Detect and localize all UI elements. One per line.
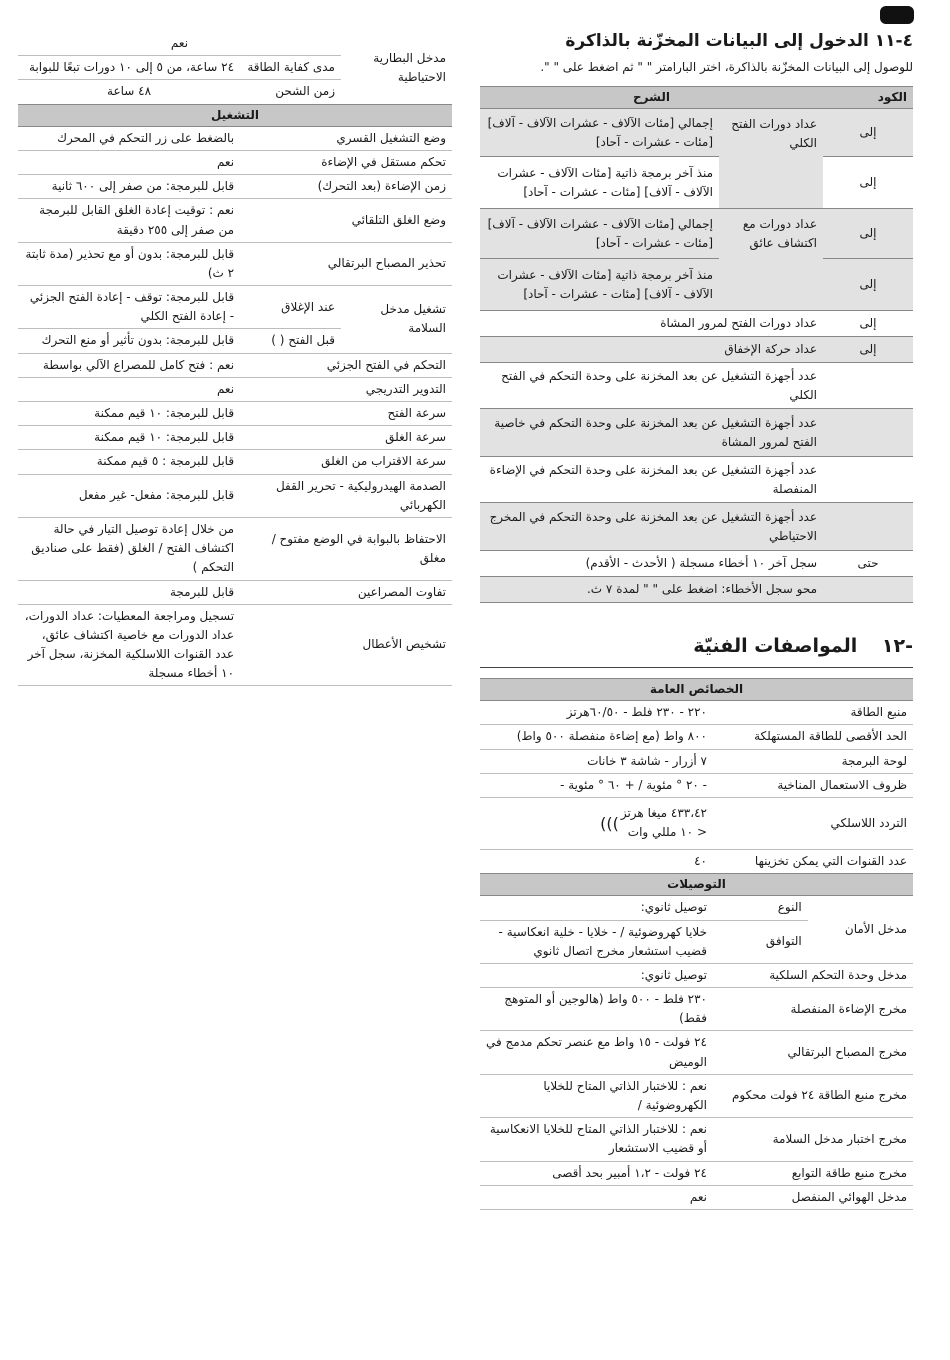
safety-before-open-label: قبل الفتح ( ) (271, 333, 335, 348)
table-row (480, 849, 913, 873)
table-row (18, 402, 452, 426)
battery-charge-label: زمن الشحن (275, 84, 335, 99)
radio-power-value: < ١٠ مللي وات (627, 825, 707, 840)
code-cell: إلى (823, 311, 913, 337)
spec-value: - ٢٠ ° مئوية / + ٦٠ ° مئوية - (560, 777, 707, 792)
spec-value: نعم : للاختبار الذاتي المتاح للخلايا الكهروضوئية / (543, 1078, 707, 1112)
spec-value: ٢٤ فولت - ١،٢ أمبير بحد أقصى (552, 1165, 707, 1180)
table-row (480, 209, 913, 259)
row-value: نعم : توقيت إعادة الغلق القابل للبرمجة من صفر إلى ٢٥٥ دقيقة (39, 203, 235, 237)
battery-label: مدخل البطارية الاحتياطية (373, 50, 446, 84)
row-label: تحكم مستقل في الإضاءة (321, 154, 446, 169)
spec-label: التردد اللاسلكي (830, 815, 907, 830)
table-row (480, 1118, 913, 1161)
row-label: سرعة الغلق (385, 430, 446, 445)
spec-label: مخرج منبع الطاقة ٢٤ فولت محكوم (731, 1088, 907, 1103)
code-cell: إلى (823, 157, 913, 209)
spec-value: نعم (689, 1189, 707, 1204)
code-cell: إلى (823, 337, 913, 363)
row-label: سرعة الفتح (387, 406, 446, 420)
table-row (18, 242, 452, 285)
row-value: بالضغط على زر التحكم في المحرك (57, 130, 235, 145)
row-value: نعم (216, 381, 235, 396)
table-row (480, 1074, 913, 1117)
table-row (18, 426, 452, 450)
table-row (480, 409, 913, 457)
spec-label: الحد الأقصى للطاقة المستهلكة (754, 729, 907, 744)
row-label: الصدمة الهيدروليكية - تحرير القفل الكهربائي (275, 478, 446, 512)
desc-cell: إجمالي [مئات الآلاف - عشرات الآلاف - آلاف] [مئات - عشرات - آحاد] (480, 109, 719, 157)
row-label: وضع الغلق التلقائي (351, 212, 446, 227)
table-row (480, 457, 913, 503)
spec-value: ٢٣٠ فلط - ٥٠٠ واط (هالوجين أو المتوهج فقط) (504, 992, 707, 1026)
row-value: من خلال إعادة توصيل التيار في حالة اكتشاف الفتح / الغلق (فقط على صناديق التحكم ) (31, 521, 235, 575)
section-11-intro: للوصول إلى البيانات المخزّنة بالذاكرة، اختر البارامتر " " ثم اضغط على " ". (540, 60, 913, 74)
row-label: تشخيص الأعطال (362, 637, 446, 652)
general-header: الخصائص العامة (480, 679, 913, 701)
row-label: الاحتفاظ بالبوابة في الوضع مفتوح / مغلق (271, 531, 446, 565)
col-code-header: الكود (823, 87, 913, 109)
battery-charge-value: ٤٨ ساعة (107, 84, 152, 99)
safety-input-type-label: النوع (777, 900, 802, 915)
desc-cell: عداد حركة الإخفاق (480, 337, 823, 363)
table-row (480, 1185, 913, 1209)
table-row (480, 749, 913, 773)
desc-cell: سجل آخر ١٠ أخطاء مسجلة ( الأحدث - الأقدم) (480, 551, 823, 577)
spec-label: مخرج منبع طاقة التوابع (791, 1165, 907, 1180)
spec-value: ٢٤ فولت - ١٥ واط مع عنصر تحكم مدمج في الوميض (485, 1035, 707, 1069)
left-spec-table (18, 32, 452, 686)
row-label: زمن الإضاءة (بعد التحرك) (317, 179, 446, 194)
spec-label: مدخل وحدة التحكم السلكية (769, 967, 907, 982)
table-row (18, 450, 452, 474)
battery-range-value: ٢٤ ساعة، من ٥ إلى ١٠ دورات تبعًا للبوابة (29, 60, 235, 75)
battery-value: نعم (170, 36, 189, 50)
code-cell (823, 457, 913, 503)
group-cell: عداد دورات الفتح الكلي (719, 109, 823, 209)
row-value: نعم (216, 154, 235, 169)
desc-cell: منذ آخر برمجة ذاتية [مئات الآلاف - عشرات الآلاف - آلاف] [مئات - عشرات - آحاد] (480, 259, 719, 311)
table-row (18, 126, 452, 150)
table-row (480, 963, 913, 987)
table-header-row (480, 87, 913, 109)
spec-label: مخرج المصباح البرتقالي (787, 1045, 907, 1060)
table-row (480, 157, 913, 209)
spec-value: ٨٠٠ واط (مع إضاءة منفصلة ٥٠٠ واط) (516, 729, 707, 744)
table-row (18, 175, 452, 199)
spec-label: منبع الطاقة (850, 705, 907, 720)
desc-cell: عداد دورات الفتح لمرور المشاة (480, 311, 823, 337)
row-label: التدوير التدريجي (365, 381, 446, 396)
table-row (480, 551, 913, 577)
spec-value: نعم : للاختبار الذاتي المتاح للخلايا الانعكاسية أو قضيب الاستشعار (489, 1122, 707, 1156)
row-value: قابل للبرمجة: ١٠ قيم ممكنة (94, 406, 235, 420)
row-value: قابل للبرمجة: مفعل- غير مفعل (78, 488, 235, 503)
safety-input-compat-label: التوافق (765, 934, 802, 949)
right-column (480, 0, 913, 1360)
table-row (18, 604, 452, 686)
code-cell: إلى (823, 109, 913, 157)
table-row (480, 577, 913, 603)
table-row (480, 797, 913, 849)
table-row (480, 363, 913, 409)
code-cell: إلى (823, 209, 913, 259)
table-row (480, 109, 913, 157)
desc-cell: منذ آخر برمجة ذاتية [مئات الآلاف - عشرات الآلاف - آلاف] [مئات - عشرات - آحاد] (480, 157, 719, 209)
code-cell (823, 363, 913, 409)
desc-cell: عدد أجهزة التشغيل عن بعد المخزنة على وحدة التحكم في خاصية الفتح لمرور المشاة (480, 409, 823, 457)
row-value: قابل للبرمجة: بدون أو مع تحذير (مدة ثابتة ٢ ث) (25, 246, 235, 280)
safety-label: تشغيل مدخل السلامة (380, 302, 446, 336)
row-value: قابل للبرمجة (169, 584, 235, 599)
section-11-title: ٤-١١ الدخول إلى البيانات المخزّنة بالذاكرة (565, 31, 913, 51)
safety-input-label: مدخل الأمان (844, 922, 907, 936)
spec-value: توصيل ثانوي: (640, 967, 707, 982)
table-row (480, 337, 913, 363)
table-row (480, 725, 913, 749)
section-12-number: -١٢ (881, 635, 913, 657)
col-desc-header: الشرح (480, 87, 823, 109)
wireless-icon: ))) (600, 813, 619, 833)
table-row (480, 988, 913, 1031)
row-label: تفاوت المصراعين (357, 584, 446, 599)
table-row (480, 503, 913, 551)
radio-frequency-value: ٤٣٣،٤٢ ميغا هرتز (620, 806, 707, 821)
operation-table (18, 32, 452, 686)
section-12-title (480, 634, 913, 668)
safety-input-compat-value: خلايا كهروضوئية / - خلايا - خلية انعكاسية - قضيب استشعار مخرج اتصال ثانوي (498, 924, 707, 958)
spec-label: مدخل الهوائي المنفصل (791, 1189, 907, 1204)
connections-header: التوصيلات (480, 874, 913, 896)
general-header-row (480, 679, 913, 701)
table-row (480, 896, 913, 920)
spec-label: مخرج اختبار مدخل السلامة (772, 1131, 907, 1146)
spec-label: لوحة البرمجة (841, 753, 907, 768)
table-row (480, 773, 913, 797)
code-cell (823, 577, 913, 603)
row-value: قابل للبرمجة : ٥ قيم ممكنة (96, 454, 235, 469)
table-row (18, 353, 452, 377)
code-cell: حتى (823, 551, 913, 577)
code-cell: إلى (823, 259, 913, 311)
desc-cell: عدد أجهزة التشغيل عن بعد المخزنة على وحدة التحكم في الإضاءة المنفصلة (480, 457, 823, 503)
battery-range-label: مدى كفاية الطاقة (247, 60, 335, 75)
code-cell (823, 503, 913, 551)
spec-value: ٧ أزرار - شاشة ٣ خانات (587, 753, 707, 768)
code-cell (823, 409, 913, 457)
section-12-title-text: المواصفات الفنيّة (693, 635, 858, 657)
table-row (480, 701, 913, 725)
row-value: قابل للبرمجة: ١٠ قيم ممكنة (94, 430, 235, 445)
row-label: وضع التشغيل القسري (336, 130, 446, 145)
desc-cell: إجمالي [مئات الآلاف - عشرات الآلاف - آلاف] [مئات - عشرات - آحاد] (480, 209, 719, 259)
safety-on-close-label: عند الإغلاق (281, 299, 335, 314)
table-row (18, 199, 452, 242)
row-value: نعم : فتح كامل للمصراع الآلي بواسطة (42, 357, 235, 372)
row-value: تسجيل ومراجعة المعطيات: عداد الدورات، عداد الدورات مع خاصية اكتشاف عائق، عدد القنوات اللاسلكية المخزنة، سجل آخر ١٠ أخطاء مسجلة (24, 608, 235, 681)
spec-label: مخرج الإضاءة المنفصلة (790, 1001, 907, 1016)
technical-specs-table (480, 678, 913, 1210)
table-row (18, 377, 452, 401)
table-row (18, 150, 452, 174)
desc-cell: محو سجل الأخطاء: اضغط على " " لمدة ٧ ث. (480, 577, 823, 603)
spec-label: ظروف الاستعمال المناخية (777, 777, 907, 792)
safety-input-type-value: توصيل ثانوي: (640, 900, 707, 915)
table-row (18, 286, 452, 329)
spec-value (480, 797, 713, 849)
row-label: تحذير المصباح البرتقالي (327, 256, 446, 271)
table-row (480, 1161, 913, 1185)
table-row (480, 311, 913, 337)
row-label: سرعة الاقتراب من الغلق (321, 454, 446, 469)
table-row (18, 474, 452, 517)
table-row (480, 259, 913, 311)
desc-cell: عدد أجهزة التشغيل عن بعد المخزنة على وحدة التحكم في الفتح الكلي (480, 363, 823, 409)
table-row (18, 580, 452, 604)
row-value: قابل للبرمجة: من صفر إلى ٦٠٠ ثانية (51, 179, 235, 194)
connections-header-row (480, 874, 913, 896)
group-cell: عداد دورات مع اكتشاف عائق (719, 209, 823, 311)
spec-value: ٢٢٠ - ٢٣٠ فلط - ٦٠/٥٠هرتز (566, 705, 707, 720)
safety-on-close-value: قابل للبرمجة: توقف - إعادة الفتح الجزئي - إعادة الفتح الكلي (29, 290, 235, 324)
memory-codes-table (480, 86, 913, 603)
spec-value: ٤٠ (694, 853, 707, 868)
safety-before-open-value: قابل للبرمجة: بدون تأثير أو منع التحرك (41, 333, 235, 348)
table-row (18, 517, 452, 580)
desc-cell: عدد أجهزة التشغيل عن بعد المخزنة على وحدة التحكم في المخرج الاحتياطي (480, 503, 823, 551)
operation-header-row (18, 104, 452, 126)
table-row (480, 1031, 913, 1074)
operation-header: التشغيل (18, 104, 452, 126)
row-label: التحكم في الفتح الجزئي (326, 357, 446, 372)
table-row (18, 32, 452, 56)
spec-label: عدد القنوات التي يمكن تخزينها (754, 853, 907, 868)
